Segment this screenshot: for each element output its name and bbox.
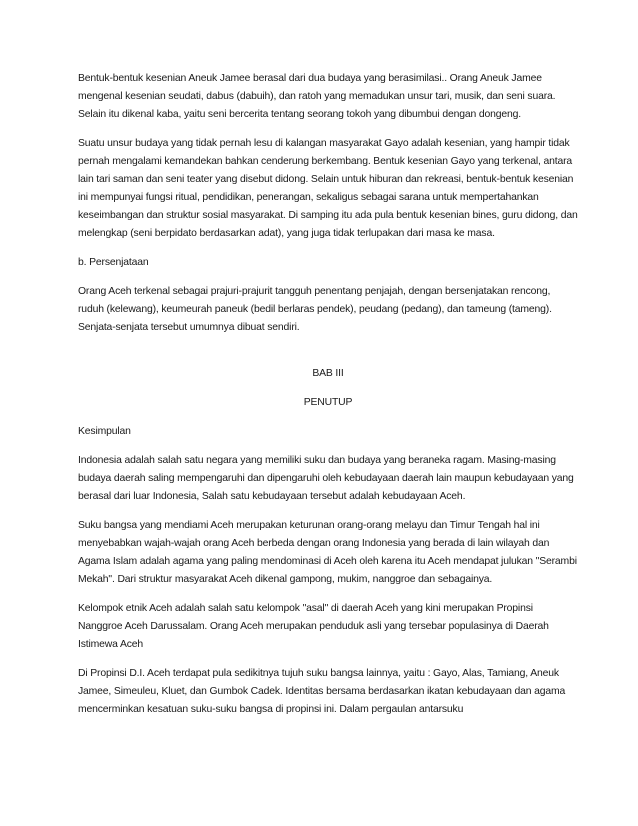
chapter-number: BAB III bbox=[312, 368, 344, 379]
paragraph-conclusion-4: Di Propinsi D.I. Aceh terdapat pula sedikitnya tujuh suku bangsa lainnya, yaitu : Gayo, Alas, Tamiang, Aneuk Jamee, Simeuleu, Kluet, dan Gumbok Cadek. Identitas bersama berdasarkan ikatan kebudayaan dan agama mencerminkan kesatuan suku-suku bangsa di propinsi ini. Dalam pergaulan antarsuku bbox=[78, 668, 566, 715]
section-heading-kesimpulan: Kesimpulan bbox=[78, 426, 131, 437]
paragraph-conclusion-3: Kelompok etnik Aceh adalah salah satu kelompok "asal" di daerah Aceh yang kini merupakan Propinsi Nanggroe Aceh Darussalam. Orang Aceh merupakan penduduk asli yang tersebar populasinya di Daerah Istimewa Aceh bbox=[78, 603, 549, 650]
paragraph-conclusion-1: Indonesia adalah salah satu negara yang memiliki suku dan budaya yang beraneka ragam. Masing-masing budaya daerah saling mempengaruhi dan dipengaruhi oleh kebudayaan daerah lain maupun kebudayaan yang berasal dari luar Indonesia, Salah satu kebudayaan tersebut adalah kebudayaan Aceh. bbox=[78, 455, 574, 502]
paragraph-gayo-arts: Suatu unsur budaya yang tidak pernah lesu di kalangan masyarakat Gayo adalah kesenian, yang hampir tidak pernah mengalami kemandekan bahkan cenderung berkembang. Bentuk kesenian Gayo yang terkenal, antara lain tari saman dan seni teater yang disebut didong. Selain untuk hiburan dan rekreasi, bentuk-bentuk kesenian ini mempunyai fungsi ritual, pendidikan, penerangan, sekaligus sebagai sarana untuk mempertahankan keseimbangan dan struktur sosial masyarakat. Di samping itu ada pula bentuk kesenian bines, guru didong, dan melengkap (seni berpidato berdasarkan adat), yang juga tidak terlupakan dari masa ke masa. bbox=[78, 138, 578, 239]
paragraph-aneuk-jamee-arts: Bentuk-bentuk kesenian Aneuk Jamee berasal dari dua budaya yang berasimilasi.. Orang Aneuk Jamee mengenal kesenian seudati, dabus (dabuih), dan ratoh yang memadukan unsur tari, musik, dan seni suara. Selain itu dikenal kaba, yaitu seni bercerita tentang seorang tokoh yang dibumbui dengan dongeng. bbox=[78, 73, 556, 120]
paragraph-conclusion-2: Suku bangsa yang mendiami Aceh merupakan keturunan orang-orang melayu dan Timur Tengah hal ini menyebabkan wajah-wajah orang Aceh berbeda dengan orang Indonesia yang berada di lain wilayah dan Agama Islam adalah agama yang paling mendominasi di Aceh oleh karena itu Aceh mendapat julukan "Serambi Mekah". Dari struktur masyarakat Aceh dikenal gampong, mukim, nanggroe dan sebagainya. bbox=[78, 520, 577, 585]
chapter-title: PENUTUP bbox=[303, 397, 353, 408]
paragraph-weapons: Orang Aceh terkenal sebagai prajuri-prajurit tangguh penentang penjajah, dengan bersenjatakan rencong, ruduh (kelewang), keumeurah paneuk (bedil berlaras pendek), peudang (pedang), dan tameung (tameng). Senjata-senjata tersebut umumnya dibuat sendiri. bbox=[78, 286, 552, 333]
subheading-persenjataan: b. Persenjataan bbox=[78, 257, 149, 268]
